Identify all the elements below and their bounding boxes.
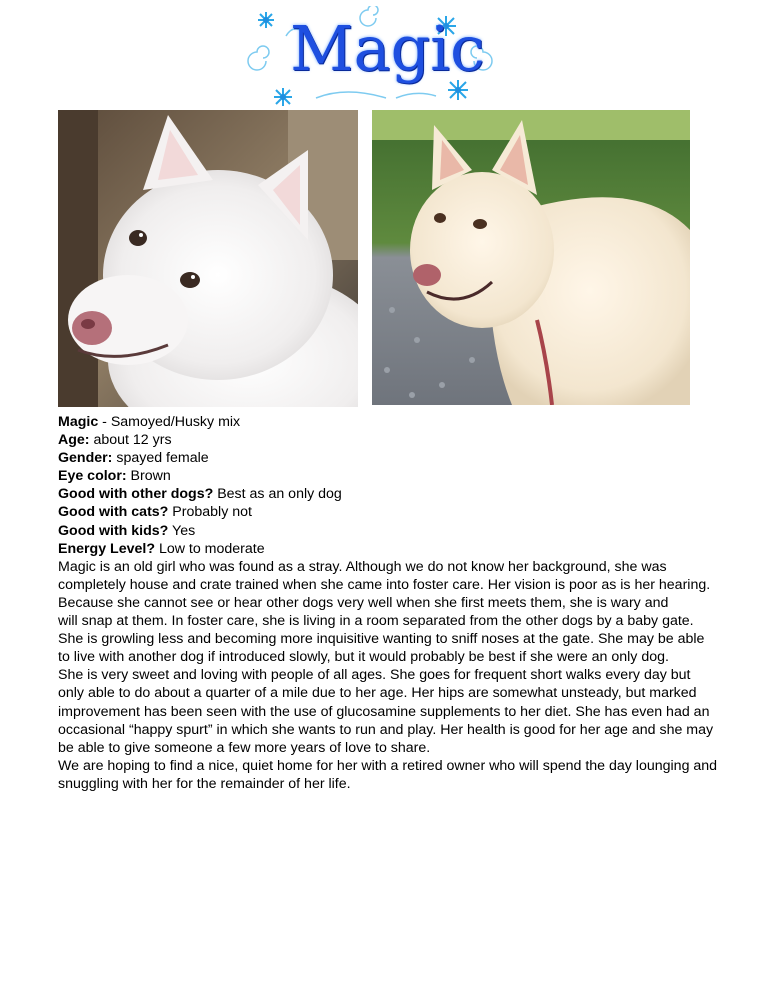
cats-row <box>58 503 764 521</box>
name-row <box>58 413 764 431</box>
dog-profile <box>58 413 764 793</box>
dog-photo-closeup <box>58 110 358 407</box>
age-row <box>58 431 764 449</box>
dogs-label: Good with other dogs? <box>58 486 214 503</box>
energy-row <box>58 540 764 558</box>
page-title: Magic <box>290 12 485 85</box>
description-line: only able to do about a quarter of a mile due to her age. Her hips are somewhat unsteady, but marked <box>58 685 697 702</box>
description-line: completely house and crate trained when she came into foster care. Her vision is poor as is her hearing. <box>58 576 711 593</box>
eye-color-row <box>58 467 764 485</box>
breed-text: - Samoyed/Husky mix <box>98 414 241 430</box>
description-line: Because she cannot see or hear other dogs very well when she first meets them, she is wary and <box>58 594 669 611</box>
description-line: She is very sweet and loving with people of all ages. She goes for frequent short walks every day but <box>58 667 691 684</box>
eye-color-label: Eye color: <box>58 468 127 485</box>
age-label: Age: <box>58 432 90 449</box>
description-line: improvement has been seen with the use of glucosamine supplements to her diet. She has even had an <box>58 703 710 720</box>
dog-name: Magic <box>58 414 99 430</box>
kids-value: Yes <box>168 522 196 539</box>
cats-value: Probably not <box>168 504 252 521</box>
dog-photo-outdoor <box>372 110 690 405</box>
description-line: be able to give someone a few more years of love to share. <box>58 739 431 756</box>
description-line: Magic is an old girl who was found as a stray. Although we do not know her background, she was <box>58 558 667 575</box>
description-line: will snap at them. In foster care, she is living in a room separated from the other dogs by a baby gate. <box>58 613 694 630</box>
cats-label: Good with cats? <box>58 504 169 521</box>
age-value: about 12 yrs <box>89 432 172 449</box>
description-line: She is growling less and becoming more inquisitive wanting to sniff noses at the gate. She may be able <box>58 631 705 648</box>
description <box>58 558 764 793</box>
description-line: We are hoping to find a nice, quiet home for her with a retired owner who will spend the day lounging and <box>58 757 718 774</box>
description-line: occasional “happy spurt” in which she wants to run and play. Her health is good for her age and she may <box>58 721 714 738</box>
dogs-value: Best as an only dog <box>213 486 342 503</box>
eye-color-value: Brown <box>126 468 171 485</box>
dogs-row <box>58 485 764 503</box>
kids-label: Good with kids? <box>58 522 169 539</box>
description-line: snuggling with her for the remainder of her life. <box>58 775 351 792</box>
kids-row <box>58 522 764 540</box>
description-line: to live with another dog if introduced slowly, but it would probably be best if she were an only dog. <box>58 649 669 666</box>
gender-value: spayed female <box>112 450 209 467</box>
energy-value: Low to moderate <box>155 540 265 557</box>
energy-label: Energy Level? <box>58 540 155 557</box>
title-banner <box>246 6 496 108</box>
gender-row <box>58 449 764 467</box>
gender-label: Gender: <box>58 450 113 467</box>
